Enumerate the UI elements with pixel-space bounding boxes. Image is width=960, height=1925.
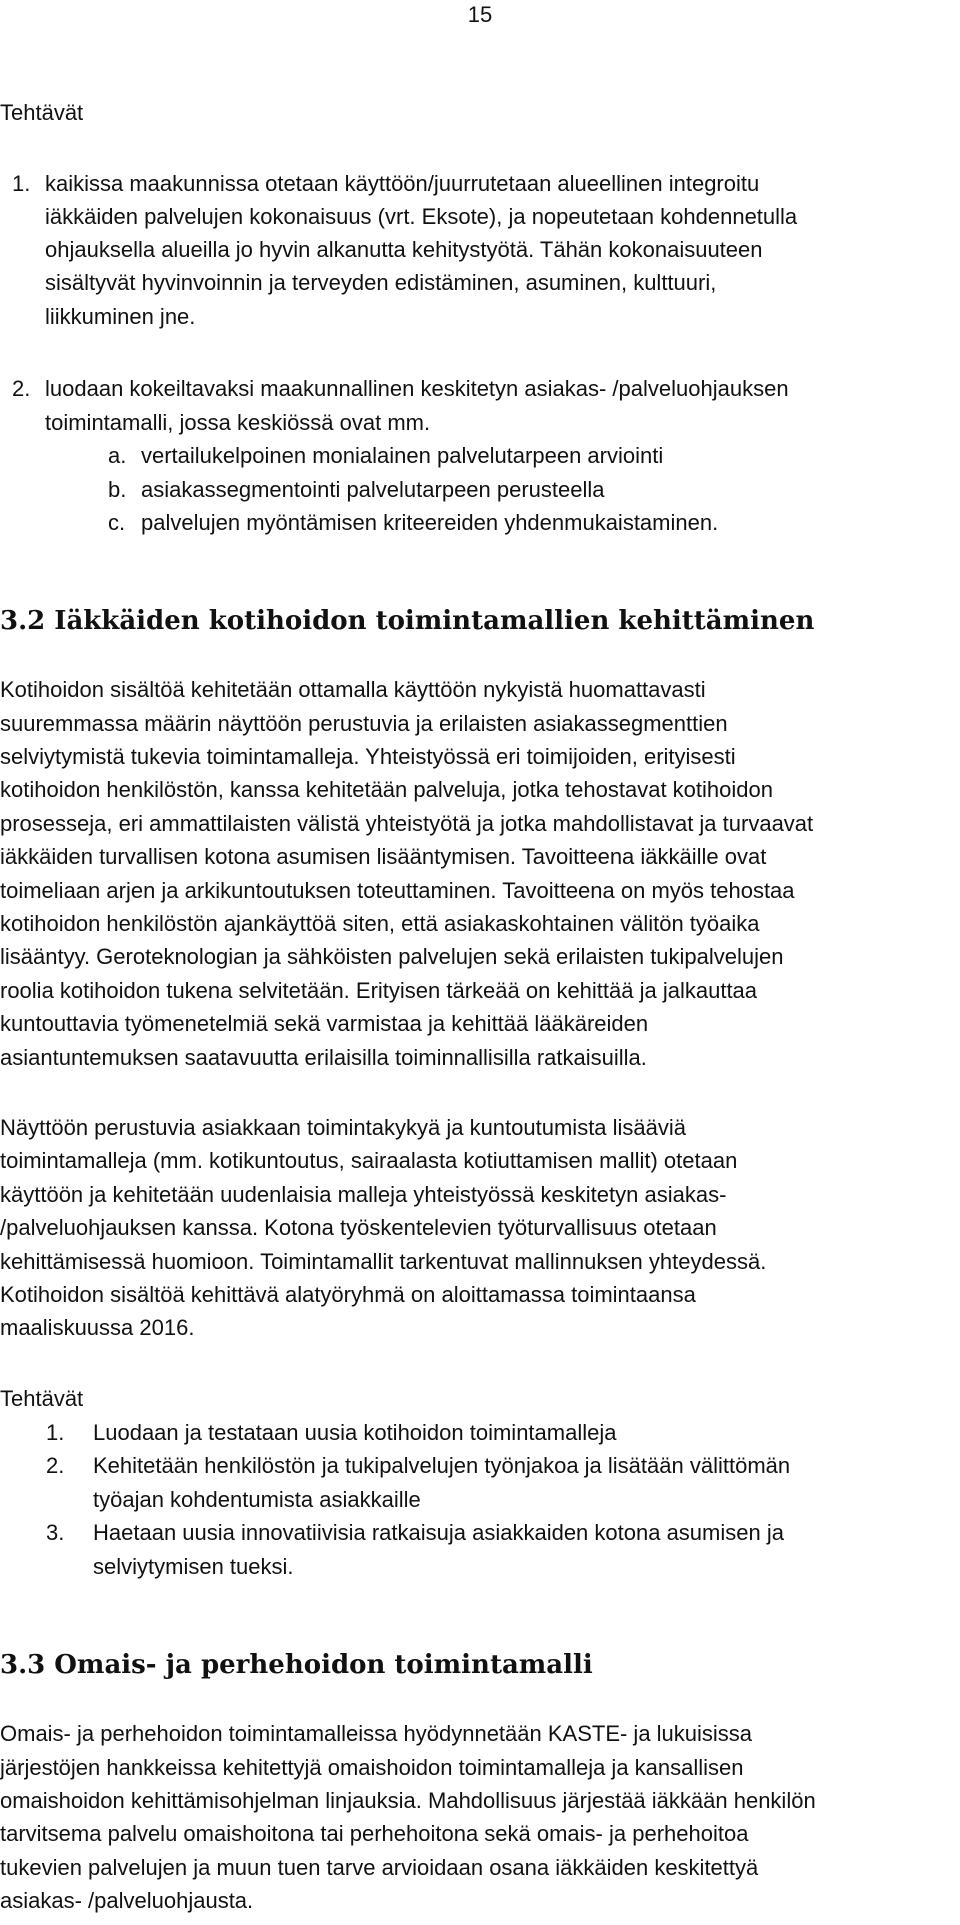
paragraph-line: toimeliaan arjen ja arkikuntoutuksen toteuttaminen. Tavoitteena on myös tehostaa	[0, 878, 795, 903]
paragraph-line: tukevien palvelujen ja muun tuen tarve arvioidaan osana iäkkäiden keskitettyä	[0, 1855, 759, 1880]
list-item-line: Luodaan ja testataan uusia kotihoidon toimintamalleja	[93, 1420, 617, 1445]
tasks-heading: Tehtävät	[0, 100, 84, 125]
list-item-line: ohjauksella alueilla jo hyvin alkanutta kehitystyötä. Tähän kokonaisuuteen	[45, 237, 763, 262]
list-item-line: iäkkäiden palvelujen kokonaisuus (vrt. Eksote), ja nopeutetaan kohdennetulla	[45, 204, 798, 229]
paragraph-line: kehittämisessä huomioon. Toimintamallit tarkentuvat mallinnuksen yhteydessä.	[0, 1249, 767, 1274]
list-item-number: 2.	[46, 1453, 65, 1478]
list-item-line: liikkuminen jne.	[45, 304, 196, 329]
list-item-number: 1.	[46, 1420, 65, 1445]
list-item-line: luodaan kokeiltavaksi maakunnallinen keskitetyn asiakas- /palveluohjauksen	[45, 376, 789, 401]
section-heading: 3.2 Iäkkäiden kotihoidon toimintamallien kehittäminen	[0, 606, 815, 636]
paragraph-line: käyttöön ja kehitetään uudenlaisia malleja yhteistyössä keskitetyn asiakas-	[0, 1182, 727, 1207]
list-item-line: toimintamalli, jossa keskiössä ovat mm.	[45, 410, 431, 435]
paragraph-line: Omais- ja perhehoidon toimintamalleissa hyödynnetään KASTE- ja lukuisissa	[0, 1721, 753, 1746]
paragraph-line: Kotihoidon sisältöä kehitetään ottamalla käyttöön nykyistä huomattavasti	[0, 677, 706, 702]
list-item-number: 2.	[12, 376, 31, 401]
paragraph-line: /palveluohjauksen kanssa. Kotona työskentelevien työturvallisuus otetaan	[0, 1215, 717, 1240]
list-item-line: sisältyvät hyvinvoinnin ja terveyden edistäminen, asuminen, kulttuuri,	[45, 270, 717, 295]
paragraph-line: kotihoidon henkilöstön ajankäyttöä siten, että asiakaskohtainen välitön työaika	[0, 911, 760, 936]
paragraph-line: järjestöjen hankkeissa kehitettyjä omaishoidon toimintamalleja ja kansallisen	[0, 1755, 744, 1780]
list-item-number: 3.	[46, 1520, 65, 1545]
sublist-item-letter: c.	[108, 510, 126, 535]
list-item-line: Kehitetään henkilöstön ja tukipalvelujen työnjakoa ja lisätään välittömän	[93, 1453, 791, 1478]
page-number: 15	[467, 2, 493, 27]
paragraph-line: selviytymistä tukevia toimintamalleja. Yhteistyössä eri toimijoiden, erityisesti	[0, 744, 736, 769]
paragraph-line: toimintamalleja (mm. kotikuntoutus, sairaalasta kotiuttamisen mallit) otetaan	[0, 1148, 738, 1173]
sublist-item-letter: a.	[108, 443, 127, 468]
sublist-item-letter: b.	[108, 477, 127, 502]
section-heading: 3.3 Omais- ja perhehoidon toimintamalli	[0, 1650, 593, 1680]
list-item-line: selviytymisen tueksi.	[93, 1554, 294, 1579]
paragraph-line: Kotihoidon sisältöä kehittävä alatyöryhmä on aloittamassa toimintaansa	[0, 1282, 696, 1307]
paragraph-line: asiakas- /palveluohjausta.	[0, 1888, 254, 1913]
paragraph-line: asiantuntemuksen saatavuutta erilaisilla toiminnallisilla ratkaisuilla.	[0, 1045, 647, 1070]
list-item-line: kaikissa maakunnissa otetaan käyttöön/juurrutetaan alueellinen integroitu	[45, 171, 760, 196]
list-item-line: työajan kohdentumista asiakkaille	[93, 1487, 421, 1512]
paragraph-line: tarvitsema palvelu omaishoitona tai perhehoitona sekä omais- ja perhehoitoa	[0, 1821, 749, 1846]
sublist-item-text: asiakassegmentointi palvelutarpeen perusteella	[141, 477, 605, 502]
tasks-heading: Tehtävät	[0, 1386, 84, 1411]
paragraph-line: prosesseja, eri ammattilaisten välistä yhteistyötä ja jotka mahdollistavat ja turvaavat	[0, 811, 814, 836]
paragraph-line: Näyttöön perustuvia asiakkaan toimintakykyä ja kuntoutumista lisääviä	[0, 1115, 687, 1140]
list-item-number: 1.	[12, 171, 31, 196]
paragraph-line: maaliskuussa 2016.	[0, 1315, 195, 1340]
paragraph-line: kuntouttavia työmenetelmiä sekä varmistaa ja kehittää lääkäreiden	[0, 1011, 649, 1036]
sublist-item-text: vertailukelpoinen monialainen palvelutarpeen arviointi	[141, 443, 664, 468]
list-item-line: Haetaan uusia innovatiivisia ratkaisuja asiakkaiden kotona asumisen ja	[93, 1520, 784, 1545]
paragraph-line: roolia kotihoidon tukena selvitetään. Erityisen tärkeää on kehittää ja jalkauttaa	[0, 978, 758, 1003]
paragraph-line: suuremmassa määrin näyttöön perustuvia ja erilaisten asiakassegmenttien	[0, 711, 728, 736]
paragraph-line: iäkkäiden turvallisen kotona asumisen lisääntymisen. Tavoitteena iäkkäille ovat	[0, 844, 767, 869]
sublist-item-text: palvelujen myöntämisen kriteereiden yhdenmukaistaminen.	[141, 510, 719, 535]
paragraph-line: kotihoidon henkilöstön, kanssa kehitetään palveluja, jotka tehostavat kotihoidon	[0, 777, 773, 802]
paragraph-line: omaishoidon kehittämisohjelman linjauksia. Mahdollisuus järjestää iäkkään henkilön	[0, 1788, 816, 1813]
paragraph-line: lisääntyy. Geroteknologian ja sähköisten palvelujen sekä erilaisten tukipalvelujen	[0, 944, 784, 969]
